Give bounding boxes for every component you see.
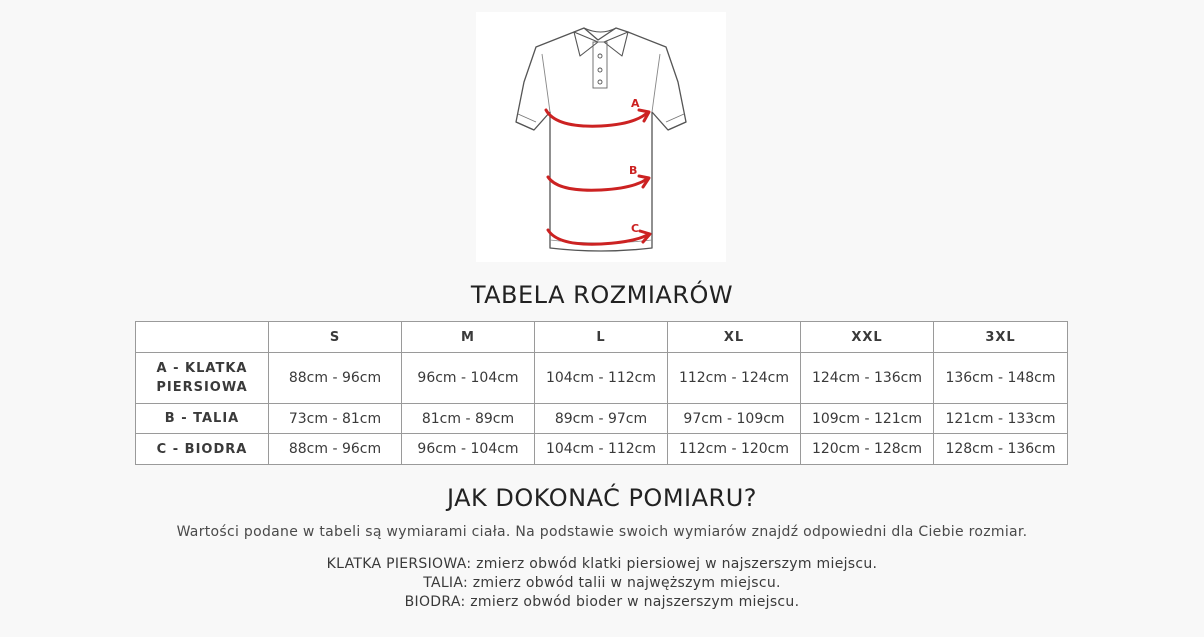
table-cell: 88cm - 96cm <box>269 434 402 465</box>
header-cell-s: S <box>269 322 402 353</box>
table-cell: 109cm - 121cm <box>801 404 934 434</box>
table-cell: 89cm - 97cm <box>535 404 668 434</box>
table-cell: 96cm - 104cm <box>402 434 535 465</box>
header-cell-m: M <box>402 322 535 353</box>
row-label-chest <box>136 353 269 404</box>
table-row <box>136 404 1068 434</box>
table-row <box>136 353 1068 404</box>
table-row <box>136 434 1068 465</box>
table-cell: 121cm - 133cm <box>934 404 1068 434</box>
table-cell: 112cm - 120cm <box>668 434 801 465</box>
instruction-chest: KLATKA PIERSIOWA: zmierz obwód klatki piersiowej w najszerszym miejscu. <box>326 556 878 572</box>
size-table-title: TABELA ROZMIARÓW <box>470 281 734 309</box>
table-cell: 128cm - 136cm <box>934 434 1068 465</box>
table-cell: 120cm - 128cm <box>801 434 934 465</box>
instruction-waist: TALIA: zmierz obwód talii w najwęższym miejscu. <box>423 575 781 591</box>
row-label-hips: C - BIODRA <box>136 434 269 465</box>
header-cell-empty <box>136 322 269 353</box>
table-cell: 96cm - 104cm <box>402 353 535 404</box>
table-cell: 104cm - 112cm <box>535 434 668 465</box>
polo-shirt-icon <box>476 12 726 262</box>
table-cell: 88cm - 96cm <box>269 353 402 404</box>
row-label-chest-line1: A - KLATKA <box>156 361 248 376</box>
polo-shirt-illustration <box>476 12 726 262</box>
header-cell-xxl: XXL <box>801 322 934 353</box>
size-table <box>135 321 1068 465</box>
header-cell-3xl: 3XL <box>934 322 1068 353</box>
header-cell-l: L <box>535 322 668 353</box>
marker-label-b: B <box>629 164 638 177</box>
row-label-chest-line2: PIERSIOWA <box>156 380 248 395</box>
instruction-hips: BIODRA: zmierz obwód bioder w najszerszym miejscu. <box>404 594 800 610</box>
row-label-waist: B - TALIA <box>136 404 269 434</box>
table-cell: 112cm - 124cm <box>668 353 801 404</box>
how-to-measure-intro: Wartości podane w tabeli są wymiarami ciała. Na podstawie swoich wymiarów znajdź odpowiedni dla Ciebie rozmiar. <box>176 524 1028 540</box>
table-cell: 124cm - 136cm <box>801 353 934 404</box>
table-cell: 136cm - 148cm <box>934 353 1068 404</box>
table-header-row <box>136 322 1068 353</box>
marker-label-a: A <box>631 97 640 110</box>
header-cell-xl: XL <box>668 322 801 353</box>
table-cell: 73cm - 81cm <box>269 404 402 434</box>
table-cell: 81cm - 89cm <box>402 404 535 434</box>
table-cell: 97cm - 109cm <box>668 404 801 434</box>
marker-label-c: C <box>631 222 640 235</box>
measurement-instructions <box>0 555 1204 612</box>
how-to-measure-title: JAK DOKONAĆ POMIARU? <box>446 484 757 512</box>
table-cell: 104cm - 112cm <box>535 353 668 404</box>
